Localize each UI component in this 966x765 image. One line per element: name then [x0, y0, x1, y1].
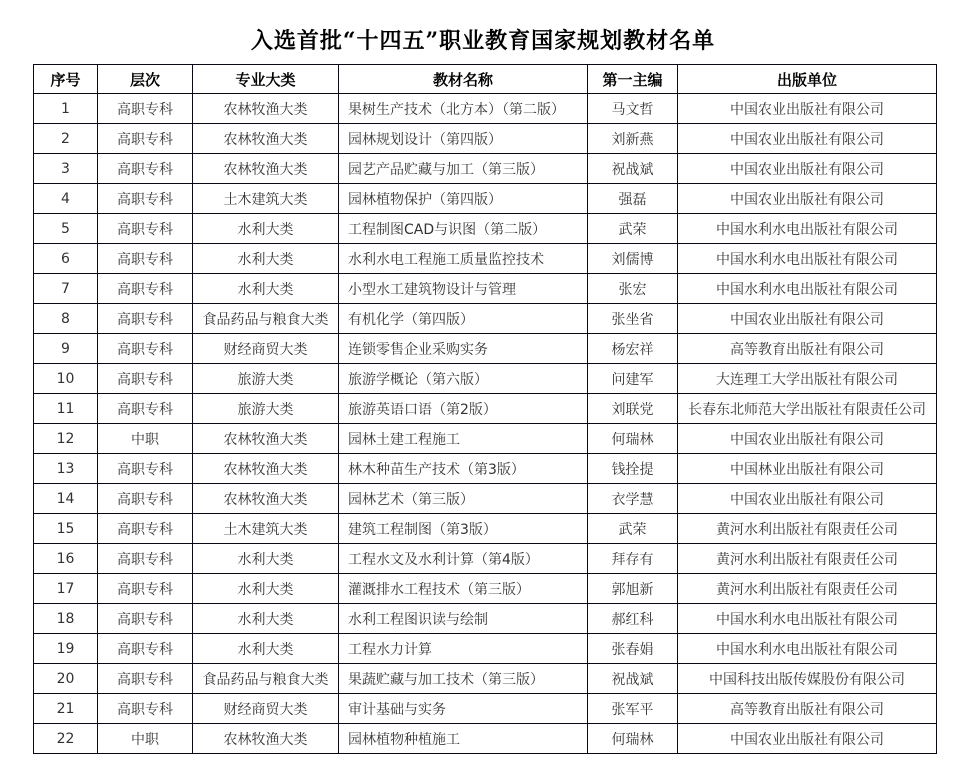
cell-category: 农林牧渔大类: [193, 454, 339, 484]
cell-book-title: 园艺产品贮藏与加工（第三版）: [339, 154, 588, 184]
cell-category: 水利大类: [193, 214, 339, 244]
cell-category: 农林牧渔大类: [193, 724, 339, 754]
cell-publisher: 中国林业出版社有限公司: [678, 454, 937, 484]
cell-level: 高职专科: [98, 124, 193, 154]
table-row: [34, 724, 937, 754]
cell-level: 高职专科: [98, 304, 193, 334]
cell-category: 农林牧渔大类: [193, 124, 339, 154]
table-row: [34, 154, 937, 184]
cell-index: 3: [34, 154, 98, 184]
table-row: [34, 454, 937, 484]
cell-book-title: 林木种苗生产技术（第3版）: [339, 454, 588, 484]
cell-editor: 张军平: [588, 694, 678, 724]
cell-editor: 何瑞林: [588, 424, 678, 454]
cell-editor: 拜存有: [588, 544, 678, 574]
cell-index: 11: [34, 394, 98, 424]
cell-index: 2: [34, 124, 98, 154]
cell-editor: 马文哲: [588, 94, 678, 124]
cell-book-title: 连锁零售企业采购实务: [339, 334, 588, 364]
cell-category: 食品药品与粮食大类: [193, 664, 339, 694]
table-row: [34, 334, 937, 364]
cell-category: 土木建筑大类: [193, 514, 339, 544]
cell-category: 水利大类: [193, 604, 339, 634]
cell-category: 水利大类: [193, 274, 339, 304]
cell-editor: 强磊: [588, 184, 678, 214]
cell-editor: 问建军: [588, 364, 678, 394]
cell-book-title: 工程水力计算: [339, 634, 588, 664]
cell-publisher: 中国水利水电出版社有限公司: [678, 274, 937, 304]
cell-publisher: 高等教育出版社有限公司: [678, 334, 937, 364]
cell-publisher: 中国农业出版社有限公司: [678, 304, 937, 334]
cell-index: 5: [34, 214, 98, 244]
table-row: [34, 544, 937, 574]
cell-category: 水利大类: [193, 244, 339, 274]
cell-index: 7: [34, 274, 98, 304]
cell-book-title: 旅游学概论（第六版）: [339, 364, 588, 394]
cell-index: 20: [34, 664, 98, 694]
cell-editor: 刘新燕: [588, 124, 678, 154]
cell-publisher: 黄河水利出版社有限责任公司: [678, 544, 937, 574]
cell-index: 17: [34, 574, 98, 604]
cell-publisher: 中国科技出版传媒股份有限公司: [678, 664, 937, 694]
cell-book-title: 果树生产技术（北方本）（第二版）: [339, 94, 588, 124]
cell-level: 高职专科: [98, 664, 193, 694]
cell-level: 高职专科: [98, 184, 193, 214]
cell-editor: 郝红科: [588, 604, 678, 634]
header-index: 序号: [34, 65, 98, 94]
cell-index: 1: [34, 94, 98, 124]
cell-level: 高职专科: [98, 694, 193, 724]
cell-editor: 衣学慧: [588, 484, 678, 514]
cell-book-title: 水利水电工程施工质量监控技术: [339, 244, 588, 274]
cell-book-title: 工程制图CAD与识图（第二版）: [339, 214, 588, 244]
cell-book-title: 有机化学（第四版）: [339, 304, 588, 334]
cell-level: 高职专科: [98, 154, 193, 184]
table-header-row: [34, 65, 937, 94]
table-row: [34, 304, 937, 334]
cell-category: 财经商贸大类: [193, 694, 339, 724]
table-row: [34, 124, 937, 154]
cell-editor: 祝战斌: [588, 664, 678, 694]
cell-index: 12: [34, 424, 98, 454]
cell-index: 13: [34, 454, 98, 484]
cell-category: 财经商贸大类: [193, 334, 339, 364]
cell-category: 旅游大类: [193, 364, 339, 394]
cell-editor: 武荣: [588, 214, 678, 244]
cell-category: 食品药品与粮食大类: [193, 304, 339, 334]
cell-index: 8: [34, 304, 98, 334]
cell-level: 高职专科: [98, 274, 193, 304]
table-row: [34, 694, 937, 724]
cell-book-title: 果蔬贮藏与加工技术（第三版）: [339, 664, 588, 694]
cell-index: 10: [34, 364, 98, 394]
cell-editor: 武荣: [588, 514, 678, 544]
cell-publisher: 中国水利水电出版社有限公司: [678, 634, 937, 664]
cell-level: 高职专科: [98, 484, 193, 514]
cell-category: 农林牧渔大类: [193, 154, 339, 184]
cell-index: 22: [34, 724, 98, 754]
cell-publisher: 黄河水利出版社有限责任公司: [678, 514, 937, 544]
cell-index: 18: [34, 604, 98, 634]
table-row: [34, 94, 937, 124]
cell-level: 高职专科: [98, 634, 193, 664]
cell-level: 高职专科: [98, 394, 193, 424]
cell-level: 高职专科: [98, 364, 193, 394]
header-book-title: 教材名称: [339, 65, 588, 94]
table-row: [34, 514, 937, 544]
cell-category: 水利大类: [193, 544, 339, 574]
cell-book-title: 园林植物种植施工: [339, 724, 588, 754]
table-row: [34, 244, 937, 274]
page-title: 入选首批“十四五”职业教育国家规划教材名单: [250, 28, 716, 54]
table-body: [34, 94, 937, 754]
cell-publisher: 中国农业出版社有限公司: [678, 484, 937, 514]
table-row: [34, 364, 937, 394]
cell-category: 农林牧渔大类: [193, 424, 339, 454]
cell-publisher: 中国农业出版社有限公司: [678, 184, 937, 214]
cell-book-title: 水利工程图识读与绘制: [339, 604, 588, 634]
table-row: [34, 214, 937, 244]
cell-level: 高职专科: [98, 334, 193, 364]
cell-publisher: 中国农业出版社有限公司: [678, 124, 937, 154]
header-publisher: 出版单位: [678, 65, 937, 94]
cell-editor: 张坐省: [588, 304, 678, 334]
cell-index: 21: [34, 694, 98, 724]
cell-publisher: 长春东北师范大学出版社有限责任公司: [678, 394, 937, 424]
cell-level: 中职: [98, 724, 193, 754]
cell-book-title: 园林艺术（第三版）: [339, 484, 588, 514]
cell-level: 高职专科: [98, 94, 193, 124]
cell-level: 高职专科: [98, 214, 193, 244]
cell-book-title: 小型水工建筑物设计与管理: [339, 274, 588, 304]
cell-level: 高职专科: [98, 574, 193, 604]
cell-level: 高职专科: [98, 454, 193, 484]
cell-category: 土木建筑大类: [193, 184, 339, 214]
cell-level: 高职专科: [98, 244, 193, 274]
cell-editor: 刘儒博: [588, 244, 678, 274]
cell-publisher: 中国水利水电出版社有限公司: [678, 214, 937, 244]
cell-category: 旅游大类: [193, 394, 339, 424]
cell-book-title: 园林植物保护（第四版）: [339, 184, 588, 214]
table-row: [34, 574, 937, 604]
cell-editor: 郭旭新: [588, 574, 678, 604]
cell-index: 6: [34, 244, 98, 274]
cell-publisher: 中国农业出版社有限公司: [678, 724, 937, 754]
cell-level: 高职专科: [98, 604, 193, 634]
cell-category: 水利大类: [193, 634, 339, 664]
cell-book-title: 园林规划设计（第四版）: [339, 124, 588, 154]
table-row: [34, 664, 937, 694]
cell-book-title: 工程水文及水利计算（第4版）: [339, 544, 588, 574]
header-level: 层次: [98, 65, 193, 94]
cell-editor: 刘联党: [588, 394, 678, 424]
cell-editor: 杨宏祥: [588, 334, 678, 364]
table-row: [34, 634, 937, 664]
table-row: [34, 394, 937, 424]
cell-publisher: 中国水利水电出版社有限公司: [678, 244, 937, 274]
cell-level: 高职专科: [98, 514, 193, 544]
cell-book-title: 旅游英语口语（第2版）: [339, 394, 588, 424]
table-row: [34, 184, 937, 214]
cell-publisher: 中国农业出版社有限公司: [678, 424, 937, 454]
table-row: [34, 424, 937, 454]
header-editor: 第一主编: [588, 65, 678, 94]
cell-index: 4: [34, 184, 98, 214]
table-row: [34, 604, 937, 634]
cell-index: 15: [34, 514, 98, 544]
cell-category: 农林牧渔大类: [193, 94, 339, 124]
cell-publisher: 中国农业出版社有限公司: [678, 154, 937, 184]
cell-book-title: 审计基础与实务: [339, 694, 588, 724]
cell-editor: 何瑞林: [588, 724, 678, 754]
cell-index: 14: [34, 484, 98, 514]
table-row: [34, 274, 937, 304]
cell-editor: 张宏: [588, 274, 678, 304]
cell-book-title: 灌溉排水工程技术（第三版）: [339, 574, 588, 604]
header-category: 专业大类: [193, 65, 339, 94]
cell-editor: 钱拴提: [588, 454, 678, 484]
cell-publisher: 中国水利水电出版社有限公司: [678, 604, 937, 634]
cell-index: 16: [34, 544, 98, 574]
textbook-table: [33, 64, 937, 754]
cell-editor: 张春娟: [588, 634, 678, 664]
cell-category: 农林牧渔大类: [193, 484, 339, 514]
table-row: [34, 484, 937, 514]
cell-book-title: 园林土建工程施工: [339, 424, 588, 454]
cell-publisher: 大连理工大学出版社有限公司: [678, 364, 937, 394]
cell-book-title: 建筑工程制图（第3版）: [339, 514, 588, 544]
cell-publisher: 中国农业出版社有限公司: [678, 94, 937, 124]
cell-editor: 祝战斌: [588, 154, 678, 184]
cell-index: 9: [34, 334, 98, 364]
cell-index: 19: [34, 634, 98, 664]
cell-category: 水利大类: [193, 574, 339, 604]
cell-level: 中职: [98, 424, 193, 454]
cell-publisher: 黄河水利出版社有限责任公司: [678, 574, 937, 604]
cell-level: 高职专科: [98, 544, 193, 574]
cell-publisher: 高等教育出版社有限公司: [678, 694, 937, 724]
